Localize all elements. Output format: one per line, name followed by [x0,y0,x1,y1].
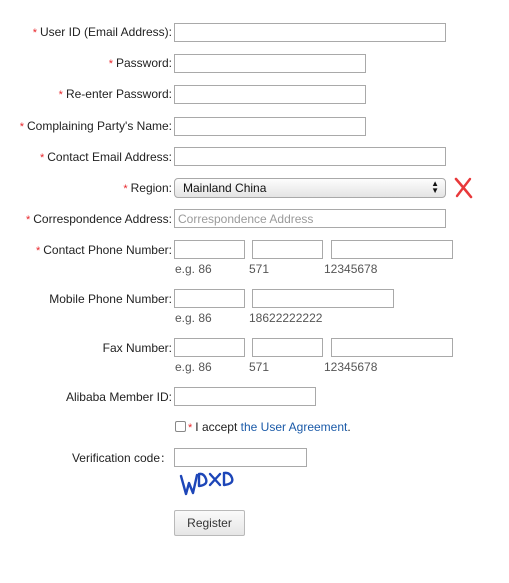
reenter-password-input[interactable] [174,85,366,104]
required-mark: * [123,183,128,195]
country-code-hint: e.g. 86 [175,311,212,325]
contact-phone-number-input[interactable] [331,240,453,259]
verification-code-input[interactable] [174,448,307,467]
agreement-checkbox[interactable] [175,421,186,432]
contact-email-label: * Contact Email Address: [39,150,172,164]
contact-phone-label: * Contact Phone Number: [35,243,172,257]
register-button[interactable]: Register [174,510,245,536]
required-mark: * [35,245,41,257]
region-select[interactable] [174,178,446,198]
fax-area-input[interactable] [252,338,323,357]
mobile-phone-country-input[interactable] [174,289,245,308]
password-label: * Password: [108,56,172,70]
required-mark: * [25,214,31,226]
red-x-icon [453,176,475,200]
reenter-password-label: * Re-enter Password: [58,87,172,101]
fax-label: Fax Number: [102,341,172,355]
correspondence-address-input[interactable] [174,209,446,228]
complaining-party-label: * Complaining Party's Name: [19,119,172,133]
required-mark: * [58,89,63,101]
fax-number-input[interactable] [331,338,453,357]
complaining-party-input[interactable] [174,117,366,136]
fax-country-input[interactable] [174,338,245,357]
password-input[interactable] [174,54,366,73]
captcha-text: WDXD [178,470,182,471]
user-agreement-link[interactable]: the User Agreement [240,420,348,434]
contact-phone-country-input[interactable] [174,240,245,259]
mobile-number-hint: 18622222222 [249,311,323,325]
alibaba-member-id-label: Alibaba Member ID: [65,390,172,404]
select-arrows-icon: ▲ ▼ [431,179,439,195]
required-mark: * [108,58,113,70]
user-id-input[interactable] [174,23,446,42]
verification-code-label: Verification code： [71,451,172,465]
required-mark: * [39,152,45,164]
country-code-hint: e.g. 86 [175,262,212,276]
agreement-text: * I accept the User Agreement. [188,420,351,434]
area-code-hint: 571 [249,360,270,374]
number-hint: 12345678 [324,360,378,374]
number-hint: 12345678 [324,262,378,276]
region-selected-value: Mainland China [183,181,267,195]
country-code-hint: e.g. 86 [175,360,212,374]
required-mark: * [188,422,193,434]
contact-phone-area-input[interactable] [252,240,323,259]
area-code-hint: 571 [249,262,270,276]
region-label: * Region: [123,181,172,195]
mobile-phone-label: Mobile Phone Number: [49,292,172,306]
captcha-image[interactable] [178,470,242,498]
mobile-phone-number-input[interactable] [252,289,394,308]
correspondence-address-label: * Correspondence Address: [25,212,172,226]
contact-email-input[interactable] [174,147,446,166]
user-id-label: * User ID (Email Address): [32,25,172,39]
required-mark: * [32,27,37,39]
required-mark: * [19,121,24,133]
alibaba-member-id-input[interactable] [174,387,316,406]
